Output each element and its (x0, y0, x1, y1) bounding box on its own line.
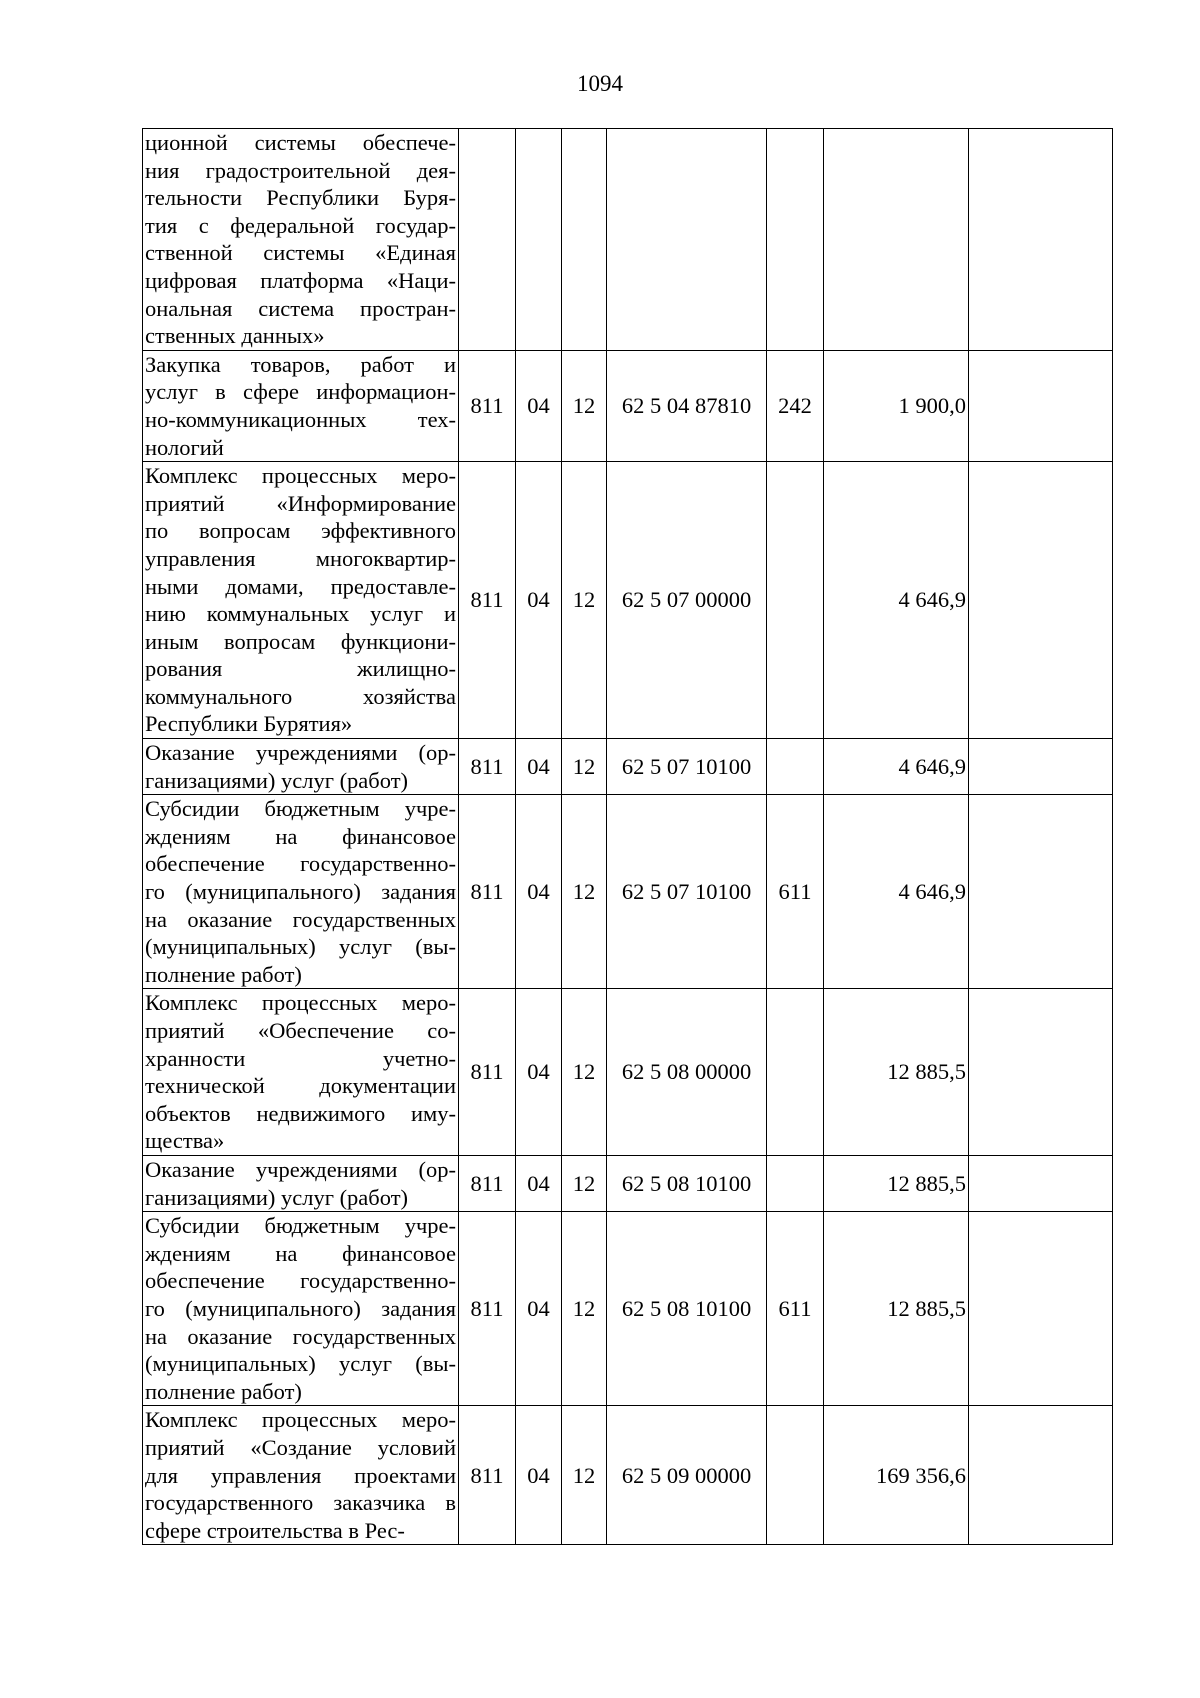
cell-ved: 811 (459, 350, 516, 461)
table-row (143, 1212, 1113, 1406)
cell-pr: 12 (562, 1212, 607, 1406)
cell-name-line: ными домами, предоставле- (145, 573, 456, 599)
cell-name-line: тия с федеральной государ- (145, 212, 456, 238)
cell-name-line: на оказание государственных (145, 906, 456, 932)
cell-name-line: ганизациями) услуг (работ) (145, 1184, 409, 1210)
cell-name-line: Комплекс процессных меро- (145, 463, 456, 489)
cell-vr: 611 (767, 795, 824, 989)
cell-rz: 04 (516, 795, 562, 989)
table-row (143, 989, 1113, 1156)
cell-name-line: иным вопросам функциони- (145, 628, 456, 654)
cell-vr (767, 462, 824, 739)
cell-csr: 62 5 07 10100 (607, 795, 767, 989)
cell-name (143, 989, 459, 1156)
cell-extra (969, 1406, 1113, 1545)
cell-pr: 12 (562, 1155, 607, 1211)
cell-name (143, 795, 459, 989)
cell-extra (969, 1155, 1113, 1211)
cell-csr: 62 5 07 00000 (607, 462, 767, 739)
cell-extra (969, 129, 1113, 351)
cell-name-line: го (муниципального) задания (145, 879, 456, 905)
cell-ved: 811 (459, 739, 516, 795)
cell-amount: 4 646,9 (824, 795, 969, 989)
cell-name-line: для управления проектами (145, 1462, 456, 1488)
cell-name (143, 1212, 459, 1406)
cell-name-line: полнение работ) (145, 961, 302, 987)
cell-name-line: ждениям на финансовое (145, 1240, 456, 1266)
cell-name-line: щества» (145, 1128, 225, 1154)
cell-name-line: тельности Республики Буря- (145, 185, 456, 211)
cell-name-line: ональная система простран- (145, 295, 456, 321)
cell-vr (767, 989, 824, 1156)
cell-name-line: услуг в сфере информацион- (145, 379, 456, 405)
cell-csr: 62 5 07 10100 (607, 739, 767, 795)
cell-name-line: государственного заказчика в (145, 1490, 456, 1516)
cell-amount: 12 885,5 (824, 1155, 969, 1211)
cell-pr: 12 (562, 739, 607, 795)
cell-ved: 811 (459, 1212, 516, 1406)
cell-name (143, 129, 459, 351)
cell-pr: 12 (562, 1406, 607, 1545)
cell-ved: 811 (459, 989, 516, 1156)
cell-name-line: ганизациями) услуг (работ) (145, 767, 409, 793)
cell-name-line: нологий (145, 434, 224, 460)
cell-vr (767, 129, 824, 351)
cell-amount: 12 885,5 (824, 989, 969, 1156)
cell-name-line: на оказание государственных (145, 1323, 456, 1349)
cell-name (143, 462, 459, 739)
cell-vr (767, 1155, 824, 1211)
cell-name-line: цифровая платформа «Наци- (145, 267, 456, 293)
cell-vr (767, 1406, 824, 1545)
cell-vr: 242 (767, 350, 824, 461)
cell-rz: 04 (516, 1155, 562, 1211)
cell-extra (969, 1212, 1113, 1406)
table-row (143, 1406, 1113, 1545)
cell-name-line: приятий «Информирование (145, 490, 456, 516)
cell-name-line: но-коммуникационных тех- (145, 406, 456, 432)
cell-name (143, 739, 459, 795)
cell-csr: 62 5 08 10100 (607, 1155, 767, 1211)
cell-name-line: объектов недвижимого иму- (145, 1100, 456, 1126)
cell-rz: 04 (516, 1406, 562, 1545)
cell-name-line: (муниципальных) услуг (вы- (145, 934, 456, 960)
cell-ved: 811 (459, 1155, 516, 1211)
page-number: 1094 (577, 71, 623, 96)
cell-name-line: Субсидии бюджетным учре- (145, 796, 456, 822)
cell-ved: 811 (459, 1406, 516, 1545)
cell-rz: 04 (516, 739, 562, 795)
cell-csr: 62 5 08 10100 (607, 1212, 767, 1406)
cell-pr: 12 (562, 462, 607, 739)
cell-name-line: ционной системы обеспече- (145, 130, 456, 155)
cell-name-line: коммунального хозяйства (145, 683, 456, 709)
cell-amount: 4 646,9 (824, 739, 969, 795)
cell-name-line: Оказание учреждениями (ор- (145, 1156, 456, 1182)
table-row (143, 795, 1113, 989)
cell-amount: 12 885,5 (824, 1212, 969, 1406)
cell-ved: 811 (459, 462, 516, 739)
cell-name-line: приятий «Обеспечение со- (145, 1018, 456, 1043)
budget-table (142, 128, 1113, 1545)
cell-extra (969, 795, 1113, 989)
cell-name-line: приятий «Создание условий (145, 1434, 456, 1460)
table-row (143, 462, 1113, 739)
cell-name (143, 1155, 459, 1211)
cell-name (143, 350, 459, 461)
cell-csr: 62 5 09 00000 (607, 1406, 767, 1545)
cell-name-line: нию коммунальных услуг и (145, 601, 456, 627)
cell-name-line: ния градостроительной дея- (145, 157, 456, 183)
cell-name-line: полнение работ) (145, 1378, 302, 1404)
cell-name-line: Закупка товаров, работ и (145, 351, 456, 377)
cell-rz: 04 (516, 462, 562, 739)
cell-name-line: Оказание учреждениями (ор- (145, 740, 456, 766)
cell-ved: 811 (459, 795, 516, 989)
table-row (143, 350, 1113, 461)
cell-extra (969, 739, 1113, 795)
cell-rz: 04 (516, 1212, 562, 1406)
cell-rz (516, 129, 562, 351)
cell-csr (607, 129, 767, 351)
cell-name-line: Комплекс процессных меро- (145, 1407, 456, 1433)
cell-name-line: технической документации (145, 1073, 456, 1099)
cell-ved (459, 129, 516, 351)
cell-extra (969, 462, 1113, 739)
cell-name-line: ственных данных» (145, 323, 325, 349)
cell-name-line: ждениям на финансовое (145, 823, 456, 849)
cell-extra (969, 989, 1113, 1156)
cell-pr: 12 (562, 989, 607, 1156)
cell-csr: 62 5 04 87810 (607, 350, 767, 461)
cell-pr: 12 (562, 795, 607, 989)
cell-amount: 1 900,0 (824, 350, 969, 461)
cell-rz: 04 (516, 350, 562, 461)
cell-name-line: Комплекс процессных меро- (145, 990, 456, 1016)
cell-csr: 62 5 08 00000 (607, 989, 767, 1156)
cell-vr: 611 (767, 1212, 824, 1406)
cell-amount: 169 356,6 (824, 1406, 969, 1545)
table-row (143, 1155, 1113, 1211)
cell-pr (562, 129, 607, 351)
cell-name-line: (муниципальных) услуг (вы- (145, 1351, 456, 1377)
cell-name-line: сфере строительства в Рес- (145, 1517, 405, 1543)
cell-name-line: Республики Бурятия» (145, 711, 353, 737)
cell-name-line: обеспечение государственно- (145, 1268, 456, 1294)
cell-extra (969, 350, 1113, 461)
cell-name-line: обеспечение государственно- (145, 851, 456, 877)
cell-name-line: ственной системы «Единая (145, 240, 456, 266)
cell-pr: 12 (562, 350, 607, 461)
table-row (143, 129, 1113, 351)
cell-name-line: по вопросам эффективного (145, 518, 456, 544)
cell-amount: 4 646,9 (824, 462, 969, 739)
cell-name (143, 1406, 459, 1545)
cell-name-line: го (муниципального) задания (145, 1295, 456, 1321)
cell-rz: 04 (516, 989, 562, 1156)
cell-amount (824, 129, 969, 351)
cell-vr (767, 739, 824, 795)
cell-name-line: хранности учетно- (145, 1045, 456, 1071)
cell-name-line: Субсидии бюджетным учре- (145, 1213, 456, 1239)
cell-name-line: рования жилищно- (145, 656, 456, 682)
table-row (143, 739, 1113, 795)
cell-name-line: управления многоквартир- (145, 545, 456, 571)
budget-table-body (143, 129, 1113, 1545)
